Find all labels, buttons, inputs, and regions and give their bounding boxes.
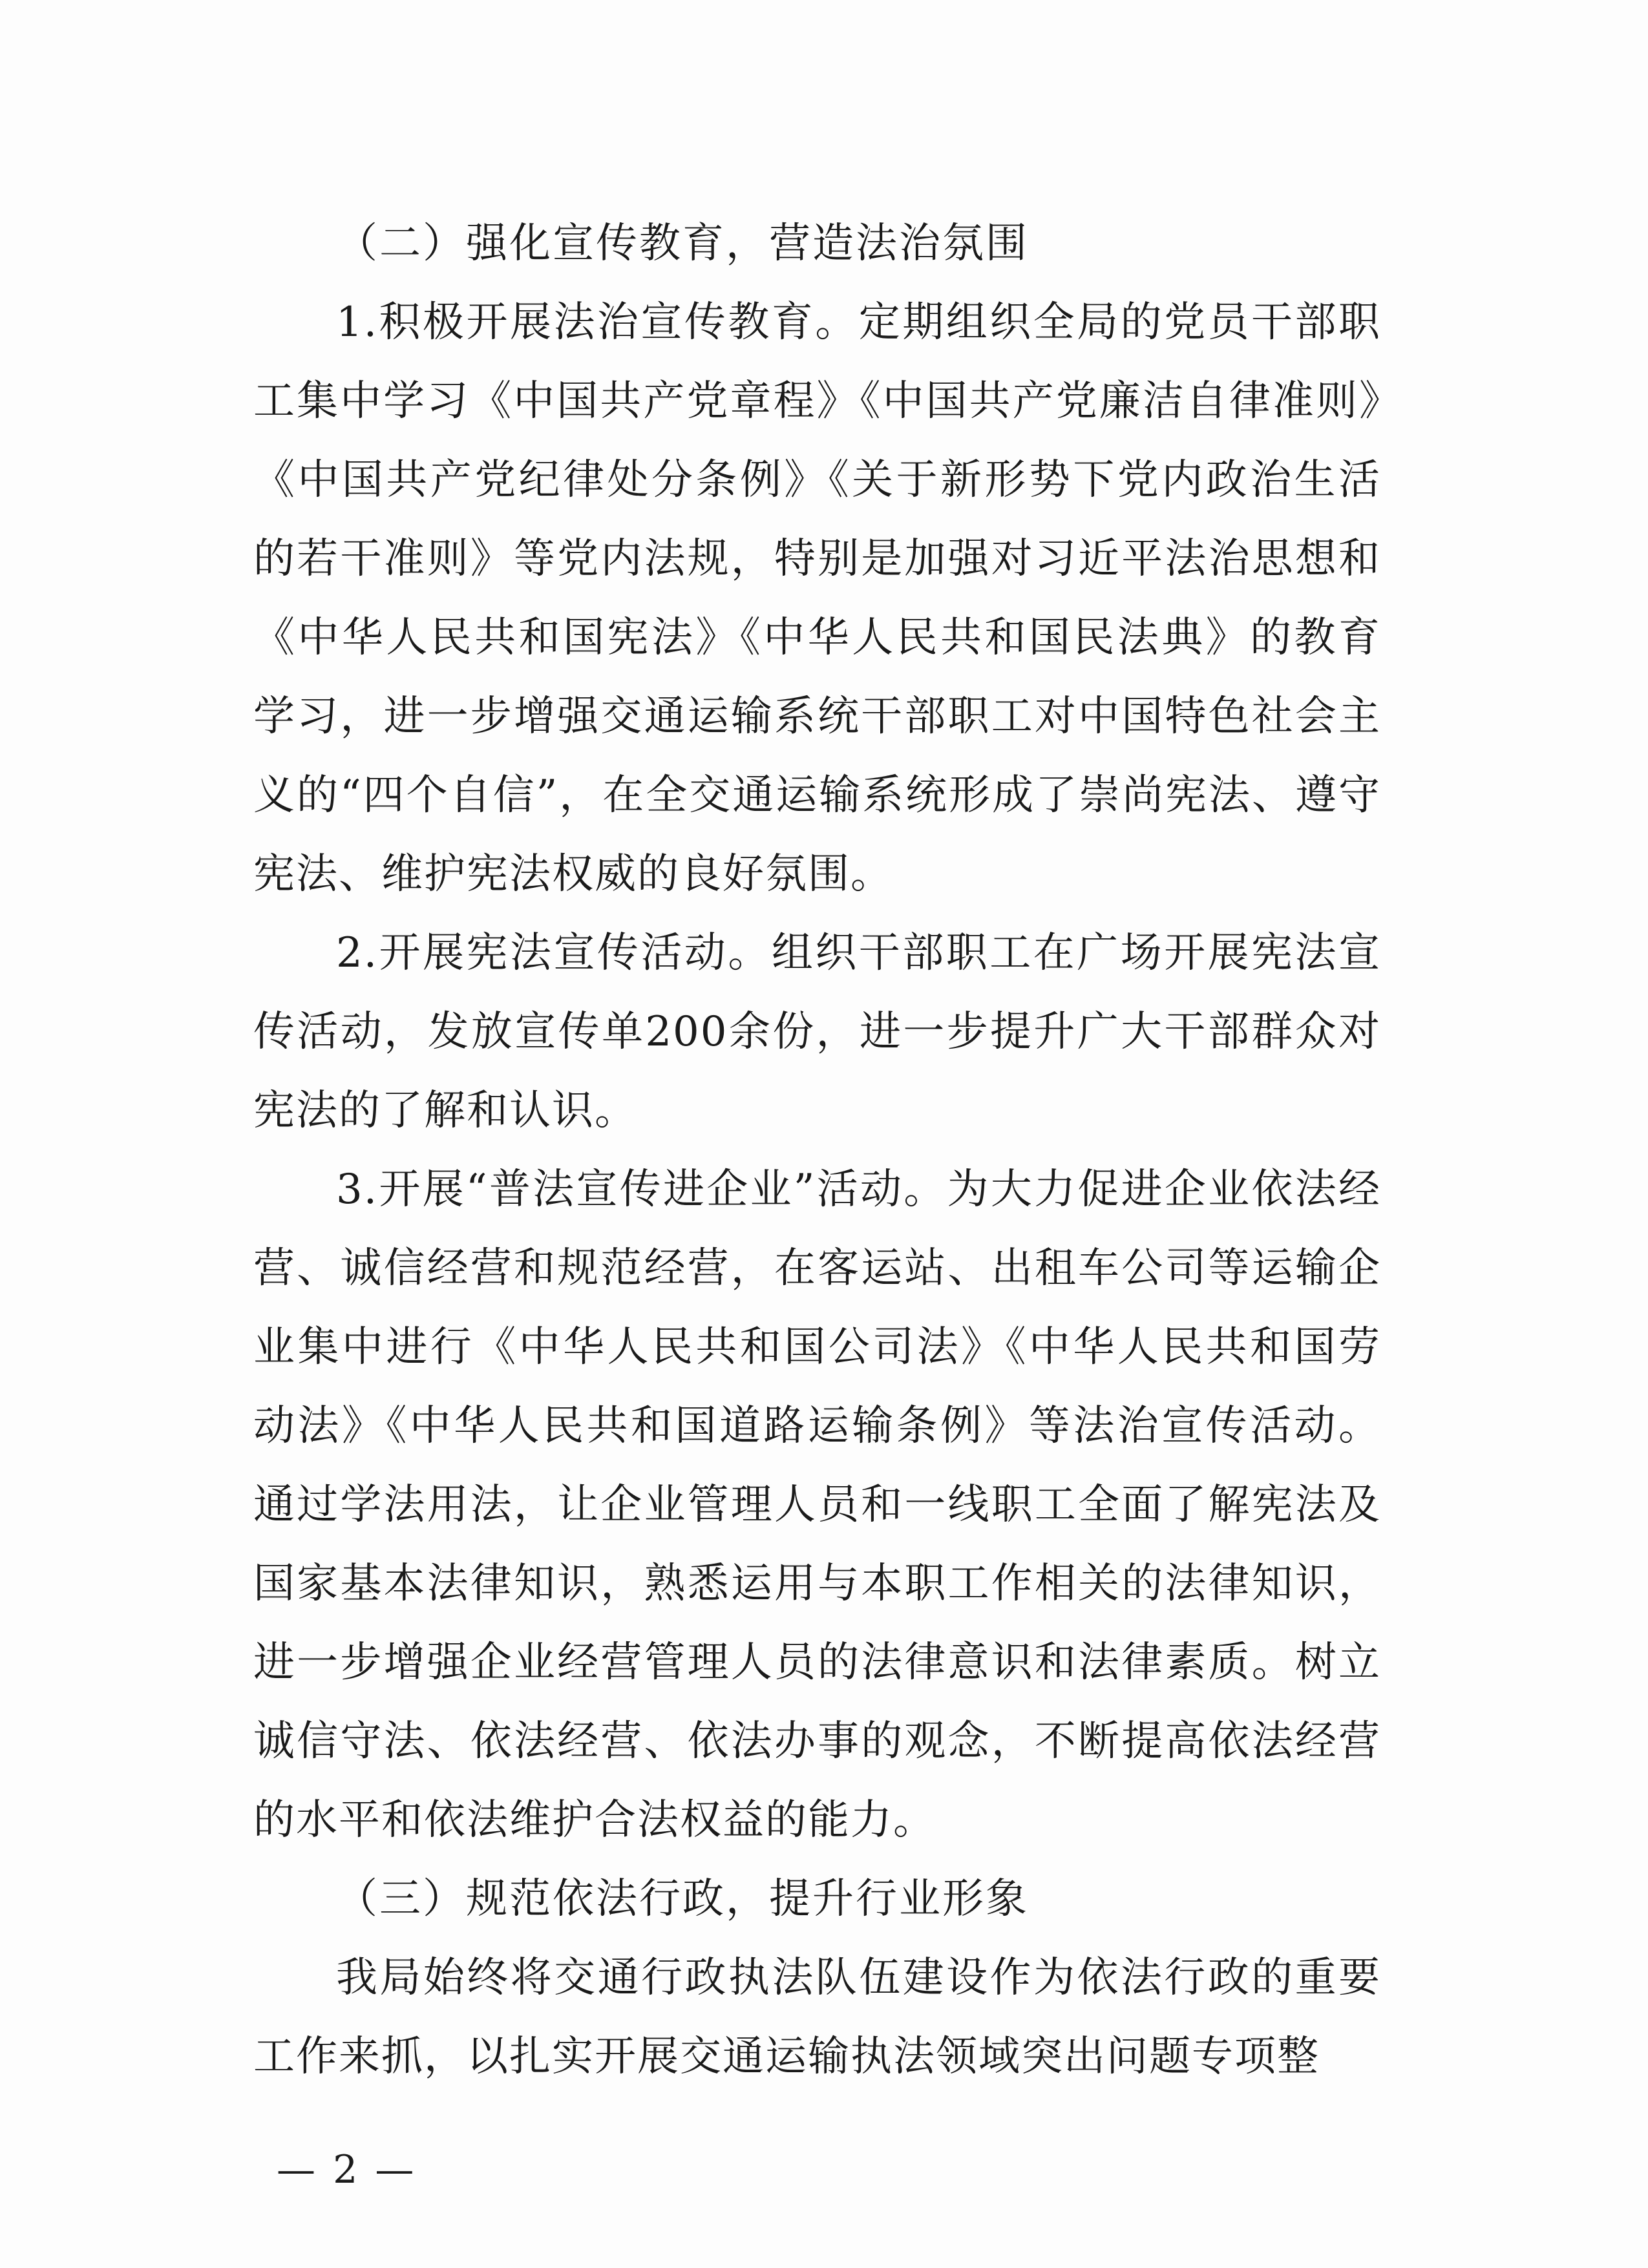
paragraph-administrative-enforcement: 我局始终将交通行政执法队伍建设作为依法行政的重要工作来抓，以扎实开展交通运输执法领域突出问题专项整	[253, 1954, 1381, 2081]
paragraph-law-into-enterprises: 3.开展“普法宣传进企业”活动。为大力促进企业依法经营、诚信经营和规范经营，在客运站、出租车公司等运输企业集中进行《中华人民共和国公司法》《中华人民共和国劳动法》《中华人民共和国道路运输条例》等法治宣传活动。通过学法用法，让企业管理人员和一线职工全面了解宪法及国家基本法律知识，熟悉运用与本职工作相关的法律知识，进一步增强企业经营管理人员的法律意识和法律素质。树立诚信守法、依法经营、依法办事的观念，不断提高依法经营的水平和依法维护合法权益的能力。	[253, 1166, 1381, 1844]
page-number: — 2 —	[277, 2147, 417, 2192]
section-heading-3: （三）规范依法行政，提升行业形象	[336, 1875, 1029, 1923]
document-body	[253, 204, 1381, 2096]
paragraph-legal-education: 1.积极开展法治宣传教育。定期组织全局的党员干部职工集中学习《中国共产党章程》《中国共产党廉洁自律准则》《中国共产党纪律处分条例》《关于新形势下党内政治生活的若干准则》等党内法规，特别是加强对习近平法治思想和《中华人民共和国宪法》《中华人民共和国民法典》的教育学习，进一步增强交通运输系统干部职工对中国特色社会主义的“四个自信”，在全交通运输系统形成了崇尚宪法、遵守宪法、维护宪法权威的良好氛围。	[253, 299, 1381, 898]
section-heading-2: （二）强化宣传教育，营造法治氛围	[336, 220, 1029, 268]
paragraph-constitution-campaign: 2.开展宪法宣传活动。组织干部职工在广场开展宪法宣传活动，发放宣传单200余份，进一步提升广大干部群众对宪法的了解和认识。	[253, 929, 1381, 1135]
